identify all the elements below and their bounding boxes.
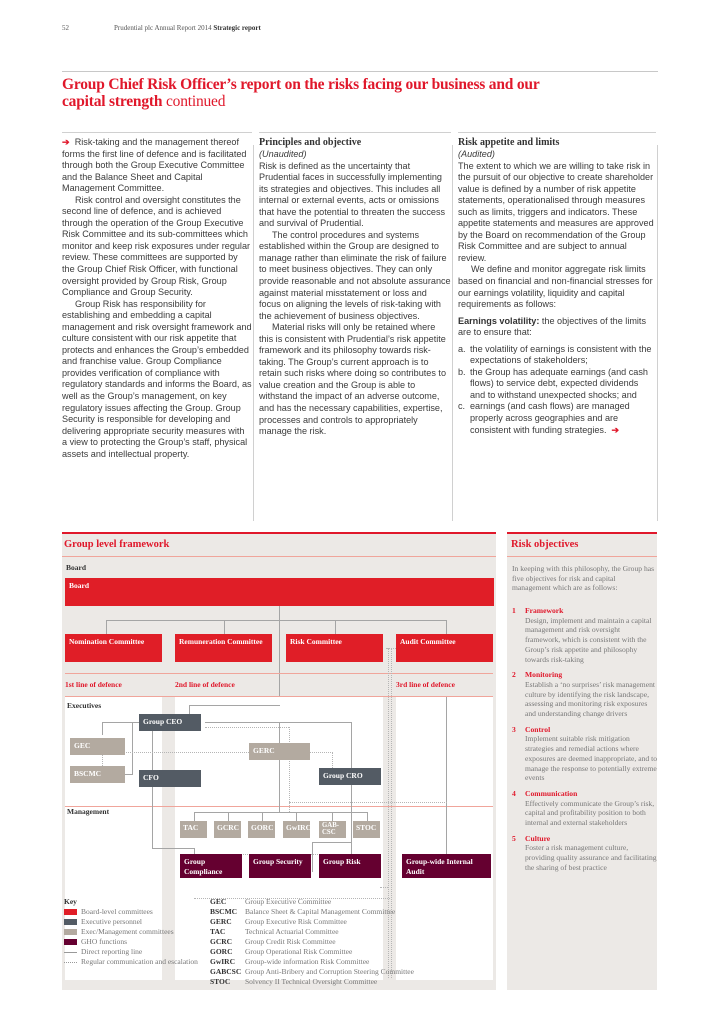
board-swatch-icon	[64, 909, 77, 915]
gabcsc-box: GAB-CSC	[319, 821, 346, 838]
risk-objectives-panel	[507, 532, 657, 990]
group-cro-box: Group CRO	[319, 768, 381, 785]
list-item: a. the volatility of earnings is consistent with the expectations of stakeholders;	[458, 343, 652, 366]
section-name: Strategic report	[213, 24, 261, 32]
objective-item: 3 Control Implement suitable risk mitigation strategies and remedial actions where exposures are deemed inappropriate, and to manage the response to potentially extreme events	[512, 724, 657, 783]
gwirc-box: GwIRC	[283, 821, 310, 838]
board-section-label: Board	[66, 563, 87, 572]
executives-section-label: Executives	[67, 701, 102, 710]
column-divider	[452, 145, 453, 521]
dotted-line-icon	[64, 962, 77, 963]
page-number: 52	[62, 24, 69, 32]
title-continued: continued	[165, 93, 226, 110]
column-risk-appetite: Risk appetite and limits (Audited) The extent to which we are willing to take risk in the pursuit of our objective to create shareholder value is defined by a number of risk appetite statements, operationalised through measures such as limits, triggers and indicators. These appetite statements and measures are approved by the Board on recommendation of the Group Risk Committee and are subject to annual review. We define and monitor aggregate risk limits based on financial and non-financial stresses for our earnings volatility, liquidity and capital requirements as follows: Earnings volatility: the objectives of the limits are to ensure that: a. the volatility of earnings is consistent with the expectations of stakeholders; b. the Group has adequate earnings (and cash flows) to service debt, expected dividends and to withstand unexpected shocks; and c. earnings (and cash flows) are managed properly across geographies and are consistent with funding strategies. ➔	[458, 137, 656, 436]
column-rule	[259, 132, 451, 133]
column-rule	[62, 132, 252, 133]
objective-item: 1 Framework Design, implement and maintain a capital management and risk oversight framework, which is consistent with the Group’s risk appetite and philosophy towards risk-taking	[512, 606, 652, 664]
publication-name: Prudential plc Annual Report 2014	[114, 24, 212, 32]
group-compliance-box: Group Compliance	[180, 854, 242, 878]
board-box: Board	[65, 578, 494, 606]
gec-box: GEC	[70, 738, 125, 755]
abbreviation-row: GABCSC Group Anti-Bribery and Corruption Steering Committee	[210, 967, 414, 976]
audit-committee-box: Audit Committee	[396, 634, 493, 662]
gcrc-box: GCRC	[214, 821, 241, 838]
abbreviation-row: GEC Group Executive Committee	[210, 897, 332, 906]
gerc-box: GERC	[249, 743, 310, 760]
abbreviation-row: GwIRC Group-wide information Risk Committee	[210, 957, 370, 966]
management-section-label: Management	[67, 807, 110, 816]
objectives-list	[512, 606, 657, 879]
tac-box: TAC	[180, 821, 207, 838]
section-heading: Risk appetite and limits	[458, 137, 560, 148]
objective-item: 4 Communication Effectively communicate the Group’s risk, capital and profitability position to both internal and external stakeholders	[512, 788, 655, 828]
objective-item: 5 Culture Foster a risk management culture, providing quality assurance and facilitating the sharing of best practice	[512, 833, 657, 872]
continue-arrow-icon: ➔	[611, 424, 620, 435]
abbreviation-row: GORC Group Operational Risk Committee	[210, 947, 353, 956]
remuneration-committee-box: Remuneration Committee	[175, 634, 272, 662]
panel-title: Risk objectives	[511, 539, 579, 550]
continue-arrow-icon: ➔	[62, 137, 70, 147]
bscmc-box: BSCMC	[70, 766, 125, 783]
running-head	[62, 24, 261, 32]
list-item: c. earnings (and cash flows) are managed properly across geographies and are consistent with funding strategies. ➔	[458, 401, 630, 435]
column-lines-of-defence: ➔ Risk-taking and the management thereof forms the first line of defence and is facilitated through both the Group Executive Committee and the Balance Sheet and Capital Management Committee. Risk control and oversight constitutes the second line of defence, and is achieved through the operation of the Group Executive Risk Committee and its sub-committees which monitor and keep risk exposures under regular review. These committees are supported by the Group Chief Risk Officer, with functional oversight provided by Group Risk, Group Compliance and Group Security. Group Risk has responsibility for establishing and embedding a capital management and risk oversight framework and culture consistent with our risk appetite that protects and enhances the Group’s embedded and franchise value. Group Compliance provides verification of compliance with regulatory standards and informs the Board, as well as the Group’s management, on key regulatory issues affecting the Group. Group Security is responsible for developing and delivering appropriate security measures with a view to protecting the Group’s staff, physical assets and intellectual property.	[62, 137, 252, 459]
audit-status: (Audited)	[458, 149, 495, 159]
earnings-objectives-list	[458, 344, 656, 436]
objective-item: 2 Monitoring Establish a ‘no surprises’ risk management culture by identifying the risk landscape, assessing and monitoring risk exposures and understanding change drivers	[512, 670, 655, 719]
abbreviation-row: GCRC Group Credit Risk Committee	[210, 937, 336, 946]
first-line-label: 1st line of defence	[65, 680, 122, 689]
audit-status: (Unaudited)	[259, 149, 307, 159]
abbreviation-row: TAC Technical Actuarial Committee	[210, 927, 339, 936]
committee-swatch-icon	[64, 929, 77, 935]
panel-intro: In keeping with this philosophy, the Group has five objectives for risk and capital management which are as follows:	[512, 564, 655, 593]
abbreviation-row: BSCMC Balance Sheet & Capital Management Committee	[210, 907, 396, 916]
second-line-label: 2nd line of defence	[175, 680, 235, 689]
column-divider	[657, 145, 658, 521]
list-item: b. the Group has adequate earnings (and cash flows) to service debt, expected dividends and to withstand unexpected shocks; and	[458, 366, 648, 400]
abbreviation-row: GERC Group Executive Risk Committee	[210, 917, 347, 926]
section-heading: Principles and objective	[259, 137, 362, 148]
gho-swatch-icon	[64, 939, 77, 945]
solid-line-icon	[64, 952, 77, 953]
nomination-committee-box: Nomination Committee	[65, 634, 162, 662]
column-divider	[253, 145, 254, 521]
gorc-box: GORC	[248, 821, 275, 838]
third-line-label: 3rd line of defence	[396, 680, 455, 689]
group-security-box: Group Security	[249, 854, 311, 878]
group-ceo-box: Group CEO	[139, 714, 201, 731]
cfo-box: CFO	[139, 770, 201, 787]
column-principles: Principles and objective (Unaudited) Risk is defined as the uncertainty that Prudential faces in successfully implementing its strategies and objectives. This includes all internal or external events, acts or omissions that have the potential to threaten the success and survival of Prudential. The control procedures and systems established within the Group are designed to manage rather than eliminate the risk of failure to meet business objectives. They can only provide reasonable and not absolute assurance against material misstatement or loss and focus on aligning the levels of risk-taking with the achievement of business objectives. Material risks will only be retained where this is consistent with Prudential’s risk appetite framework and its philosophy towards risk-taking. The Group’s current approach is to retain such risks where doing so contributes to value creation and the Group is able to withstand the impact of an adverse outcome, and has the necessary capabilities, expertise, processes and controls to appropriately manage the risk.	[259, 137, 451, 437]
executive-swatch-icon	[64, 919, 77, 925]
column-rule	[458, 132, 656, 133]
title-rule	[62, 71, 658, 72]
group-risk-box: Group Risk	[319, 854, 381, 878]
diagram-title: Group level framework	[64, 539, 170, 550]
key-legend: Key Board-level committees Executive personnel Exec/Management committees GHO functions Direct reporting line Regular communication and escalation	[64, 897, 198, 966]
abbreviation-row: STOC Solvency II Technical Oversight Committee	[210, 977, 378, 986]
abbreviation-list	[210, 897, 500, 987]
group-wide-internal-audit-box: Group-wide Internal Audit	[402, 854, 491, 878]
risk-committee-box: Risk Committee	[286, 634, 383, 662]
page-title: Group Chief Risk Officer’s report on the risks facing our business and our capital strength continued	[62, 76, 540, 110]
stoc-box: STOC	[353, 821, 380, 838]
